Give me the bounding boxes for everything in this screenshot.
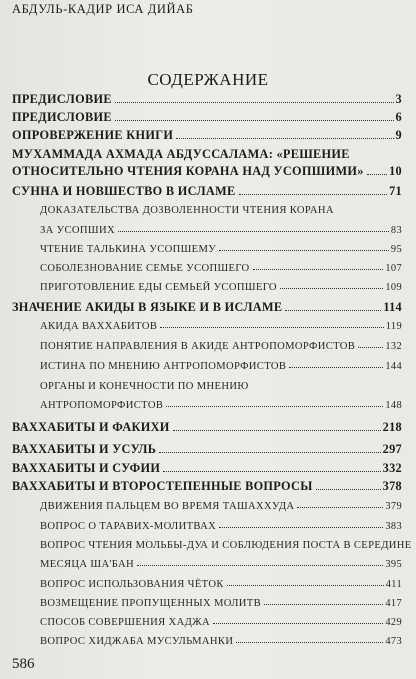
toc-subentry-title: ЧТЕНИЕ ТАЛЬКИНА УСОПШЕМУ (40, 244, 217, 255)
toc-subentry-title: АКИДА ВАХХАБИТОВ (40, 321, 158, 332)
leader-dots (115, 120, 394, 121)
toc-entry (12, 164, 402, 179)
toc-subentry-title: ДОКАЗАТЕЛЬСТВА ДОЗВОЛЕННОСТИ ЧТЕНИЯ КОРАНА (40, 205, 334, 216)
leader-dots (236, 642, 383, 643)
toc-subentry-page: 429 (385, 617, 402, 628)
leader-dots (213, 623, 383, 624)
toc-subentry (40, 244, 402, 255)
toc-entry-title: ЗНАЧЕНИЕ АКИДЫ В ЯЗЫКЕ И В ИСЛАМЕ (12, 300, 283, 314)
toc-entry-page: 6 (395, 110, 402, 124)
toc-entry-page: 9 (395, 128, 402, 142)
toc-entry (12, 128, 402, 143)
leader-dots (358, 347, 383, 348)
leader-dots (159, 452, 380, 453)
leader-dots (115, 102, 394, 103)
running-head: АБДУЛЬ-КАДИР ИСА ДИЙАБ (12, 2, 194, 16)
leader-dots (118, 231, 389, 232)
leader-dots (173, 430, 381, 431)
toc-entry-page: 332 (382, 461, 402, 475)
leader-dots (219, 527, 383, 528)
toc-subentry-page: 109 (385, 282, 402, 293)
toc-entry-title: ВАХХАБИТЫ И ФАКИХИ (12, 420, 170, 434)
toc-subentry (40, 341, 402, 352)
toc-entry-title: ОПРОВЕРЖЕНИЕ КНИГИ (12, 128, 174, 142)
toc-subentry (40, 579, 402, 590)
leader-dots (285, 310, 381, 311)
toc-entry-page: 10 (389, 164, 402, 178)
toc-entry (12, 92, 402, 107)
toc-subentry-title: ВОЗМЕЩЕНИЕ ПРОПУЩЕННЫХ МОЛИТВ (40, 598, 262, 609)
toc-subentry-title: СОБОЛЕЗНОВАНИЕ СЕМЬЕ УСОПШЕГО (40, 263, 250, 274)
toc-entry-title: ПРЕДИСЛОВИЕ (12, 92, 112, 106)
leader-dots (253, 269, 384, 270)
toc-subentry-page: 119 (385, 321, 402, 332)
toc-subentry-page: 144 (385, 361, 402, 372)
toc-entry (12, 110, 402, 125)
toc-subentry (40, 225, 402, 236)
page-title: СОДЕРЖАНИЕ (147, 70, 269, 89)
leader-dots (176, 138, 393, 139)
page-number: 586 (12, 656, 35, 672)
toc-subentry-page: 411 (385, 579, 402, 590)
toc-entry-page: 218 (382, 420, 402, 434)
leader-dots (297, 507, 383, 508)
toc-subentry-page: 83 (390, 225, 402, 236)
toc-subentry-title: ПРИГОТОВЛЕНИЕ ЕДЫ СЕМЬЕЙ УСОПШЕГО (40, 282, 277, 293)
toc-entry-title: ПРЕДИСЛОВИЕ (12, 110, 112, 124)
toc-entry-title: МУХАММАДА АХМАДА АБДУССАЛАМА: «РЕШЕНИЕ (12, 147, 350, 161)
toc-entry-title: ВАХХАБИТЫ И УСУЛЬ (12, 442, 157, 456)
toc-entry (12, 184, 402, 199)
toc-subentry (40, 521, 402, 532)
toc-entry-title: ОТНОСИТЕЛЬНО ЧТЕНИЯ КОРАНА НАД УСОПШИМИ» (12, 164, 364, 178)
toc-subentry-page: 95 (390, 244, 402, 255)
toc-subentry (40, 501, 402, 512)
toc-subentry-title: ПОНЯТИЕ НАПРАВЛЕНИЯ В АКИДЕ АНТРОПОМОРФИСТОВ (40, 341, 356, 352)
toc-entry (12, 300, 402, 315)
leader-dots (264, 604, 383, 605)
toc-subentry-page: 383 (385, 521, 402, 532)
toc-subentry (40, 282, 402, 293)
toc-subentry-title: ВОПРОС О ТАРАВИХ-МОЛИТВАХ (40, 521, 217, 532)
toc-subentry (40, 598, 402, 609)
toc-entry-title: СУННА И НОВШЕСТВО В ИСЛАМЕ (12, 184, 236, 198)
toc-subentry-title: ВОПРОС ЧТЕНИЯ МОЛЬБЫ-ДУА И СОБЛЮДЕНИЯ ПОСТА В СЕРЕДИНЕ (40, 540, 412, 551)
toc-subentry-title: МЕСЯЦА ША'БАН (40, 559, 135, 570)
toc-subentry-page: 148 (385, 400, 402, 411)
toc-subentry (40, 559, 402, 570)
leader-dots (367, 174, 387, 175)
toc-subentry (40, 636, 402, 647)
toc-subentry-title: ВОПРОС ИСПОЛЬЗОВАНИЯ ЧЁТОК (40, 579, 224, 590)
leader-dots (160, 327, 383, 328)
toc-entry (12, 479, 402, 494)
toc-entry-page: 297 (382, 442, 402, 456)
toc-subentry-title: АНТРОПОМОРФИСТОВ (40, 400, 164, 411)
toc-subentry-page: 395 (385, 559, 402, 570)
toc-subentry-page: 417 (385, 598, 402, 609)
toc-entry-page: 3 (395, 92, 402, 106)
toc-subentry-title: СПОСОБ СОВЕРШЕНИЯ ХАДЖА (40, 617, 210, 628)
toc-entry (12, 461, 402, 476)
toc-entry-page: 378 (382, 479, 402, 493)
toc-subentry-title: ВОПРОС ХИДЖАБА МУСУЛЬМАНКИ (40, 636, 234, 647)
toc-subentry-title: ИСТИНА ПО МНЕНИЮ АНТРОПОМОРФИСТОВ (40, 361, 287, 372)
toc-subentry (40, 361, 402, 372)
toc-subentry-title: ДВИЖЕНИЯ ПАЛЬЦЕМ ВО ВРЕМЯ ТАШАХХУДА (40, 501, 295, 512)
leader-dots (289, 367, 383, 368)
toc-subentry (40, 617, 402, 628)
leader-dots (227, 585, 384, 586)
leader-dots (219, 250, 389, 251)
leader-dots (280, 288, 383, 289)
toc-entry-title: ВАХХАБИТЫ И СУФИИ (12, 461, 161, 475)
toc-subentry (40, 263, 402, 274)
toc-entry (12, 420, 402, 435)
toc-subentry-title: ОРГАНЫ И КОНЕЧНОСТИ ПО МНЕНИЮ (40, 381, 249, 392)
toc-subentry-page: 132 (385, 341, 402, 352)
toc-subentry-page: 379 (385, 501, 402, 512)
toc-subentry (40, 400, 402, 411)
toc-subentry-title: ЗА УСОПШИХ (40, 225, 115, 236)
leader-dots (163, 471, 380, 472)
toc-entry-page: 71 (389, 184, 402, 198)
toc-entry-page: 114 (383, 300, 402, 314)
toc-subentry-page: 473 (385, 636, 402, 647)
leader-dots (166, 406, 383, 407)
toc-subentry (40, 321, 402, 332)
toc-subentry-page: 107 (385, 263, 402, 274)
leader-dots (316, 489, 381, 490)
toc-entry (12, 442, 402, 457)
leader-dots (137, 565, 383, 566)
toc-entry-title: ВАХХАБИТЫ И ВТОРОСТЕПЕННЫЕ ВОПРОСЫ (12, 479, 313, 493)
leader-dots (239, 194, 388, 195)
